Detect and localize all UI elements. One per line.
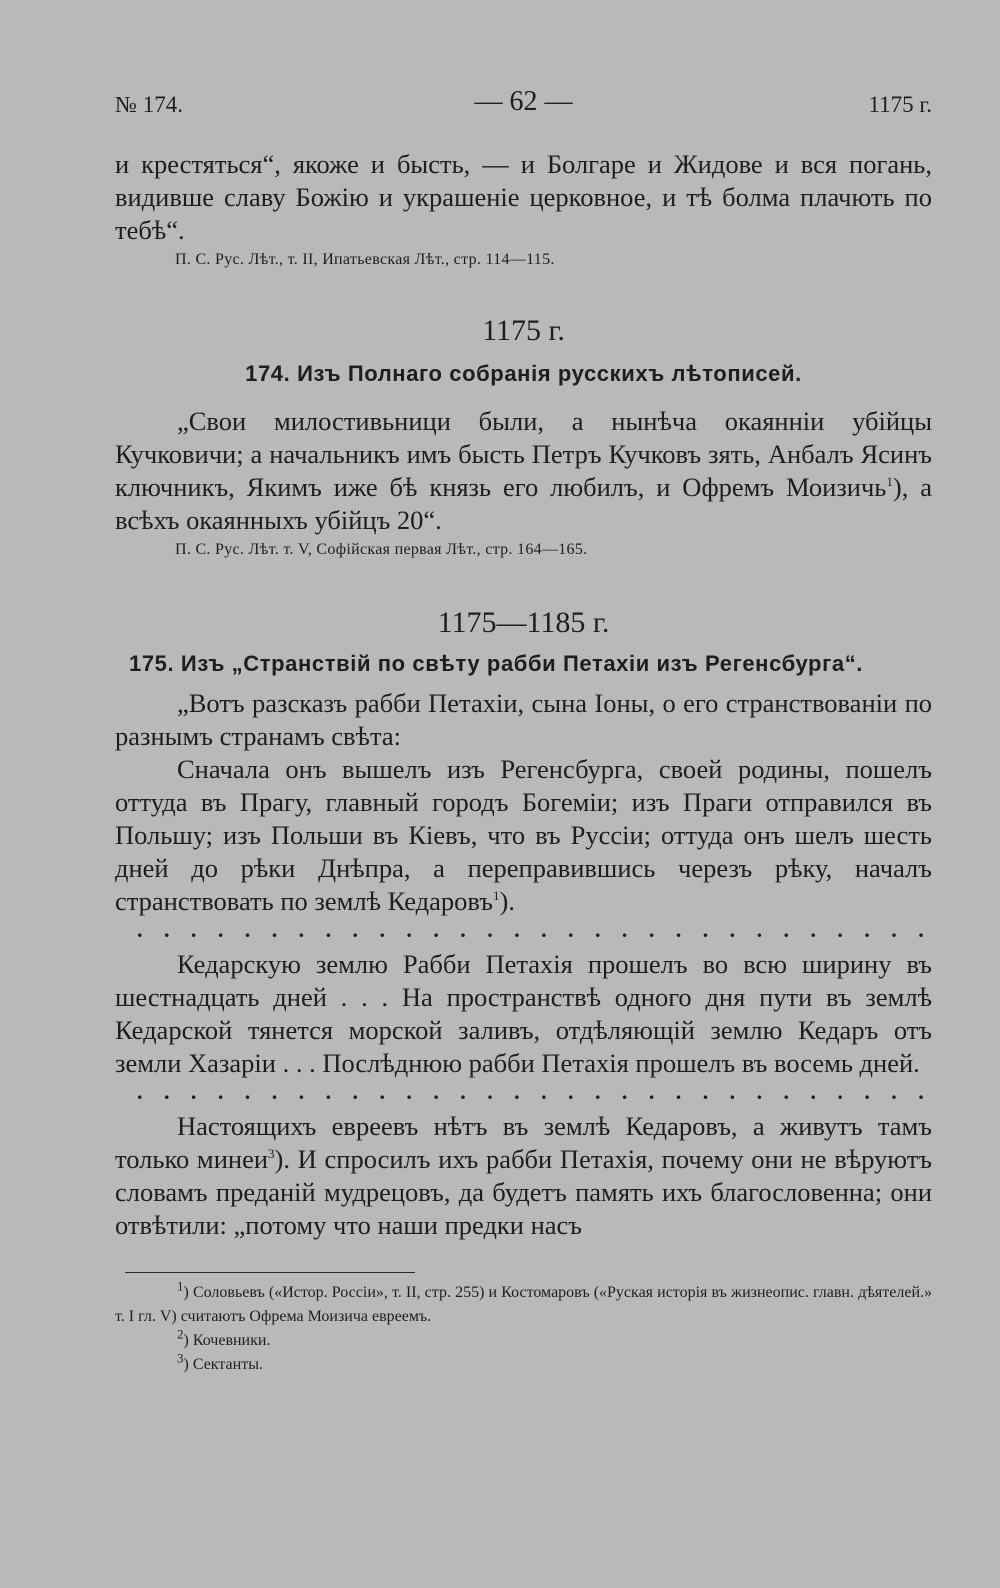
continuation-paragraph: и крестяться“, якоже и бысть, — и Болгаре и Жидове и вся погань, видивше славу Божію и украшеніе церковное, и тѣ болма плачють по тебѣ“.: [115, 149, 932, 245]
footnote-text: ) Сектанты.: [183, 1356, 263, 1373]
footnote-1: [115, 1278, 932, 1329]
footnote-ref: 1: [886, 474, 893, 490]
footnote-ref: 1: [493, 888, 500, 904]
section-175-p4-text: Настоящихъ евреевъ нѣтъ въ землѣ Кедаровъ, а живутъ тамъ только минеи: [115, 1111, 932, 1174]
continuation-citation: П. С. Рус. Лѣт., т. II, Ипатьевская Лѣт., стр. 114—115.: [175, 251, 555, 268]
section-175-paragraph-4: [115, 1110, 932, 1242]
section-175-p2-end: ).: [499, 886, 515, 916]
section-174-paragraph: [115, 405, 932, 537]
footnotes: [115, 1278, 932, 1377]
footnote-3: [115, 1350, 932, 1377]
footnote-mark: 1: [177, 1278, 184, 1294]
header-entry-number: № 174.: [115, 92, 183, 117]
section-175-p2-text: Сначала онъ вышелъ изъ Регенсбурга, своей родины, пошелъ оттуда въ Прагу, главный городъ Богеміи; изъ Праги отправился въ Польшу; изъ Польши въ Кіевъ, что въ Руссіи; оттуда онъ шелъ шесть дней до рѣки Днѣпра, а переправившись черезъ рѣку, началъ странствовать по землѣ Кедаровъ: [115, 754, 932, 916]
section-174-text-end: ), а всѣхъ окаянныхъ убійцъ 20“.: [115, 472, 932, 535]
section-174-heading: 174. Изъ Полнаго собранія русскихъ лѣтописей.: [245, 361, 802, 386]
section-175-paragraph-2: [115, 753, 932, 918]
section-175-heading: 175. Изъ „Странствій по свѣту рабби Петахіи изъ Регенсбурга“.: [129, 651, 864, 676]
footnote-text: ) Кочевники.: [183, 1332, 271, 1349]
footnote-mark: 2: [177, 1326, 184, 1342]
section-175-paragraph-1: „Вотъ разсказъ рабби Петахіи, сына Іоны, о его странствованіи по разнымъ странамъ свѣта:: [115, 688, 932, 751]
section-175-paragraph-3: Кедарскую землю Рабби Петахія прошелъ во всю ширину въ шестнадцать дней . . . На пространствѣ одного дня пути въ землѣ Кедарской тянется морской заливъ, отдѣляющій землю Кедаръ отъ земли Хазаріи . . . Послѣднюю рабби Петахія прошелъ въ восемь дней.: [115, 949, 932, 1078]
ellipsis-row: . . . . . . . . . . . . . . . . . . . . . . . . . . . . . .: [137, 917, 924, 942]
section-175-year: 1175—1185 г.: [437, 606, 610, 639]
section-174-citation: П. С. Рус. Лѣт. т. V, Софійская первая Лѣт., стр. 164—165.: [175, 541, 588, 558]
running-header: [115, 86, 932, 126]
footnote-ref: 3: [268, 1146, 275, 1162]
section-175-p4-end: ). И спросилъ ихъ рабби Петахія, почему они не вѣруютъ словамъ преданій мудрецовъ, да будетъ память ихъ благословенна; они отвѣтили: „потому что наши предки насъ: [115, 1144, 932, 1240]
footnote-mark: 3: [177, 1350, 184, 1366]
footnote-2: [115, 1326, 932, 1353]
page-body: [115, 148, 932, 1377]
section-174-text: „Свои милостивьници были, а нынѣча окаянніи убійцы Кучковичи; а начальникъ имъ бысть Петръ Кучковъ зять, Анбалъ Ясинъ ключникъ, Якимъ иже бѣ князь его любилъ, и Офремъ Моизичь: [115, 406, 932, 502]
ellipsis-row: . . . . . . . . . . . . . . . . . . . . . . . . . . . . . .: [137, 1079, 924, 1104]
section-174-year: 1175 г.: [482, 314, 565, 347]
header-year: 1175 г.: [868, 92, 932, 117]
page-number: — 62 —: [474, 86, 573, 117]
footnote-text: ) Соловьевъ («Истор. Россіи», т. II, стр. 255) и Костомаровъ («Руская исторія въ жизнеопис. главн. дѣятелей.» т. I гл. V) считаютъ Офрема Моизича евреемъ.: [115, 1284, 932, 1325]
